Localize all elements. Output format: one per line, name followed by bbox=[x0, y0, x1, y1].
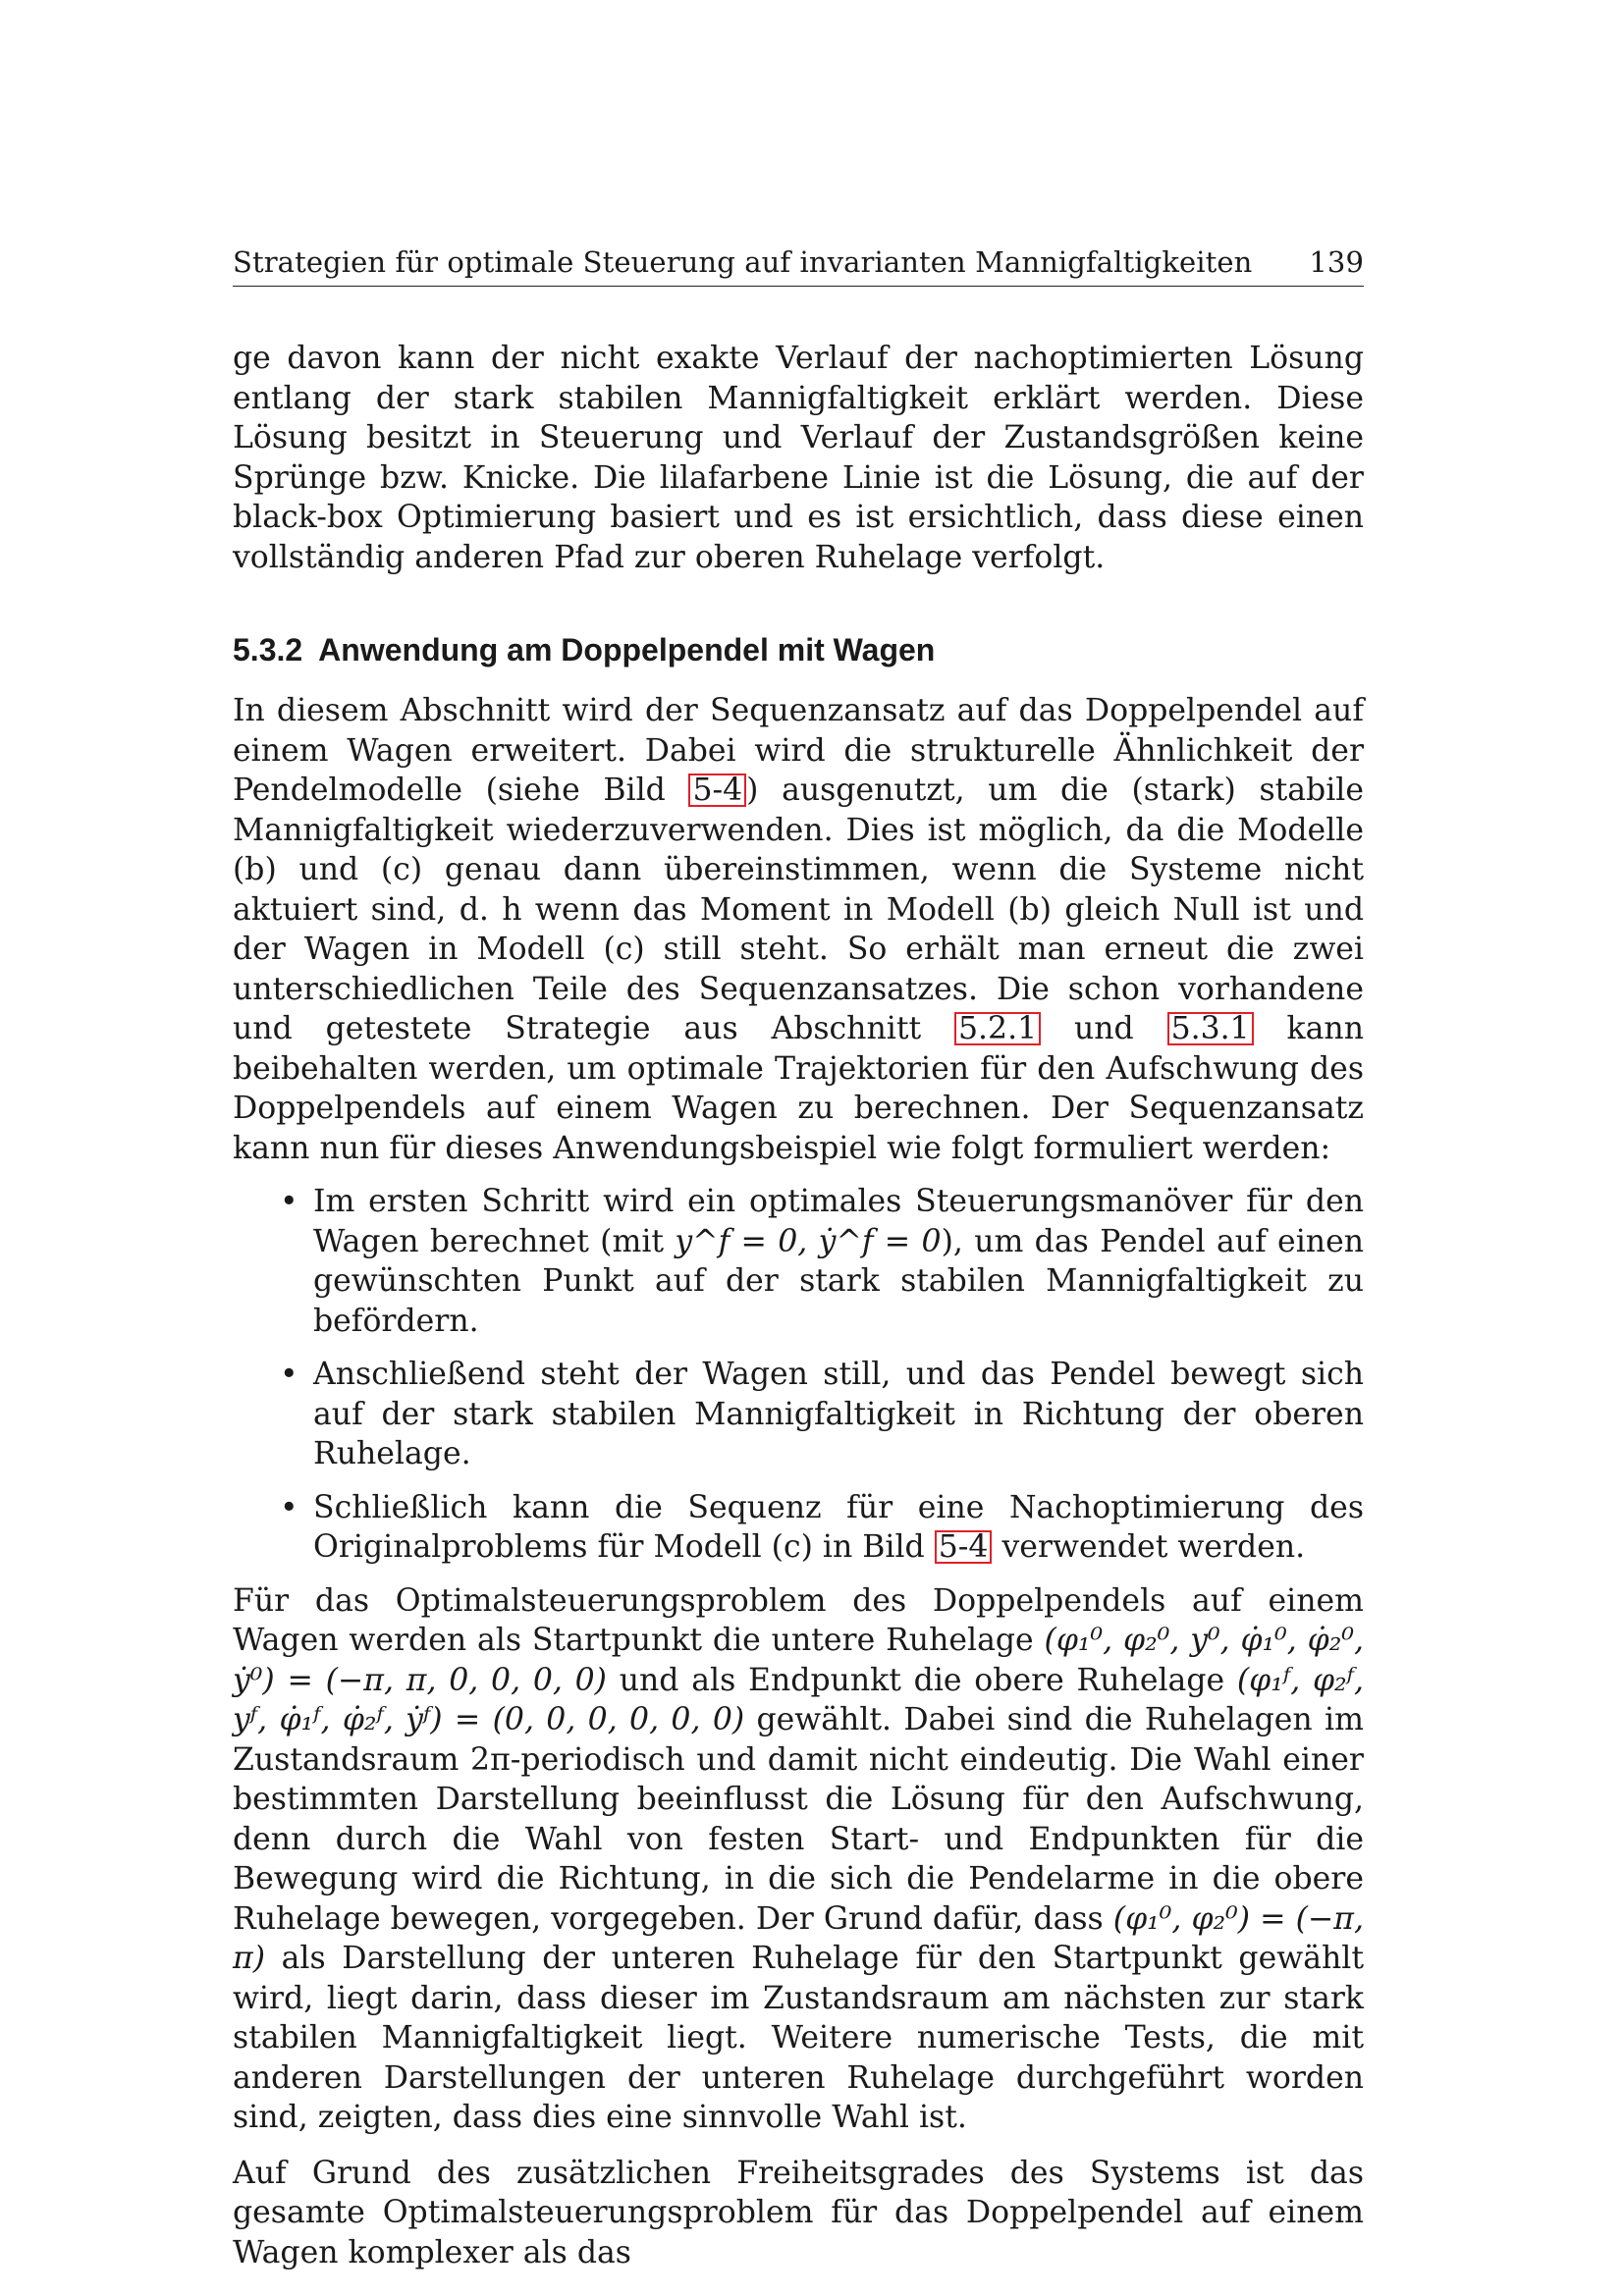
paragraph-2-text-a: In diesem Abschnitt wird der Sequenzansatz auf das Doppelpendel auf einem Wagen erweitert. Dabei wird die strukturelle Ähnlichkeit der Pendelmodelle (siehe Bild bbox=[233, 693, 1364, 808]
paragraph-3-text-b: und als Endpunkt die obere Ruhelage bbox=[606, 1662, 1237, 1698]
running-title: Strategien für optimale Steuerung auf invarianten Mannigfaltigkeiten bbox=[233, 245, 1253, 279]
inline-math: (φ₁ᶠ, φ₂ᶠ, yᶠ, φ̇₁ᶠ, φ̇₂ᶠ, ẏᶠ) = (0, 0, 0, 0, 0, 0) bbox=[233, 1662, 1364, 1737]
paragraph-2-text-c: und bbox=[1041, 1011, 1167, 1046]
inline-math: y^f = 0, ẏ^f = 0 bbox=[675, 1223, 942, 1259]
section-number: 5.3.2 bbox=[233, 632, 303, 667]
section-heading bbox=[233, 630, 1364, 669]
bullet-3-text-a: Schließlich kann die Sequenz für eine Nachoptimierung des Originalproblems für Modell (c) in Bild bbox=[313, 1489, 1364, 1565]
bullet-icon: • bbox=[280, 1357, 298, 1392]
page bbox=[233, 0, 1364, 2296]
bullet-2-text: Anschließend steht der Wagen still, und das Pendel bewegt sich auf der stark stabilen Mannigfaltigkeit in Richtung der oberen Ruhelage. bbox=[313, 1357, 1364, 1471]
paragraph-3-text-c: gewählt. Dabei sind die Ruhelagen im Zustandsraum 2π-periodisch und damit nicht eindeutig. Die Wahl einer bestimmten Darstellung beeinflusst die Lösung für den Aufschwung, denn durch die Wahl von festen Start- und Endpunkten für die Bewegung wird die Richtung, in die sich die Pendelarme in die obere Ruhelage bewegen, vorgegeben. Der Grund dafür, dass bbox=[233, 1702, 1364, 1937]
section-title: Anwendung am Doppelpendel mit Wagen bbox=[318, 632, 936, 667]
bullet-1-text-a: Im ersten Schritt wird ein optimales Steuerungsmanöver für den Wagen berechnet (mit bbox=[313, 1184, 1364, 1259]
paragraph-3-text-d: als Darstellung der unteren Ruhelage für den Startpunkt gewählt wird, liegt darin, dass dieser im Zustandsraum am nächsten zur stark stabilen Mannigfaltigkeit liegt. Weitere numerische Tests, die mit anderen Darstellungen der unteren Ruhelage durchgeführt worden sind, zeigten, dass dies eine sinnvolle Wahl ist. bbox=[233, 1941, 1364, 2135]
paragraph-2-text-d: kann beibehalten werden, um optimale Trajektorien für den Aufschwung des Doppelpendels auf einem Wagen zu berechnen. Der Sequenzansatz kann nun für dieses Anwendungsbeispiel wie folgt formuliert werden: bbox=[233, 1011, 1364, 1166]
bullet-1-text-b: ), um das Pendel auf einen gewünschten Punkt auf der stark stabilen Mannigfaltigkeit zu befördern. bbox=[313, 1223, 1364, 1339]
bullet-list bbox=[233, 1182, 1364, 1568]
list-item bbox=[233, 1182, 1364, 1341]
inline-math: (φ₁⁰, φ₂⁰, y⁰, φ̇₁⁰, φ̇₂⁰, ẏ⁰) = (−π, π, 0, 0, 0, 0) bbox=[233, 1623, 1364, 1698]
section-ref-link[interactable]: 5.3.1 bbox=[1167, 1012, 1254, 1045]
figure-ref-link[interactable]: 5-4 bbox=[935, 1530, 993, 1564]
paragraph-1: ge davon kann der nicht exakte Verlauf der nachoptimierten Lösung entlang der stark stabilen Mannigfaltigkeit erklärt werden. Diese Lösung besitzt in Steuerung und Verlauf der Zustandsgrößen keine Sprünge bzw. Knicke. Die lilafarbene Linie ist die Lösung, die auf der black-box Optimierung basiert und es ist ersichtlich, dass diese einen vollständig anderen Pfad zur oberen Ruhelage verfolgt. bbox=[233, 341, 1364, 575]
paragraph-2 bbox=[233, 691, 1364, 1168]
page-body bbox=[233, 339, 1364, 2272]
list-item bbox=[233, 1488, 1364, 1568]
list-item bbox=[233, 1355, 1364, 1474]
running-header bbox=[233, 245, 1364, 287]
figure-ref-link[interactable]: 5-4 bbox=[688, 774, 746, 807]
paragraph-2-text-b: ) ausgenutzt, um die (stark) stabile Mannigfaltigkeit wiederzuverwenden. Dies ist möglich, da die Modelle (b) und (c) genau dann übereinstimmen, wenn die Systeme nicht aktuiert sind, d. h wenn das Moment in Modell (b) gleich Null ist und der Wagen in Modell (c) still steht. So erhält man erneut die zwei unterschiedlichen Teile des Sequenzansatzes. Die schon vorhandene und getestete Strategie aus Abschnitt bbox=[233, 773, 1364, 1046]
paragraph-3 bbox=[233, 1581, 1364, 2138]
inline-math: (φ₁⁰, φ₂⁰) = (−π, π) bbox=[233, 1900, 1364, 1976]
page-number: 139 bbox=[1309, 245, 1364, 279]
bullet-icon: • bbox=[280, 1184, 298, 1219]
paragraph-4: Auf Grund des zusätzlichen Freiheitsgrades des Systems ist das gesamte Optimalsteuerungsproblem für das Doppelpendel auf einem Wagen komplexer als das bbox=[233, 2155, 1364, 2270]
bullet-icon: • bbox=[280, 1489, 298, 1525]
bullet-3-text-b: verwendet werden. bbox=[992, 1529, 1306, 1565]
paragraph-3-text-a: Für das Optimalsteuerungsproblem des Doppelpendels auf einem Wagen werden als Startpunkt die untere Ruhelage bbox=[233, 1582, 1364, 1658]
section-ref-link[interactable]: 5.2.1 bbox=[954, 1012, 1041, 1045]
